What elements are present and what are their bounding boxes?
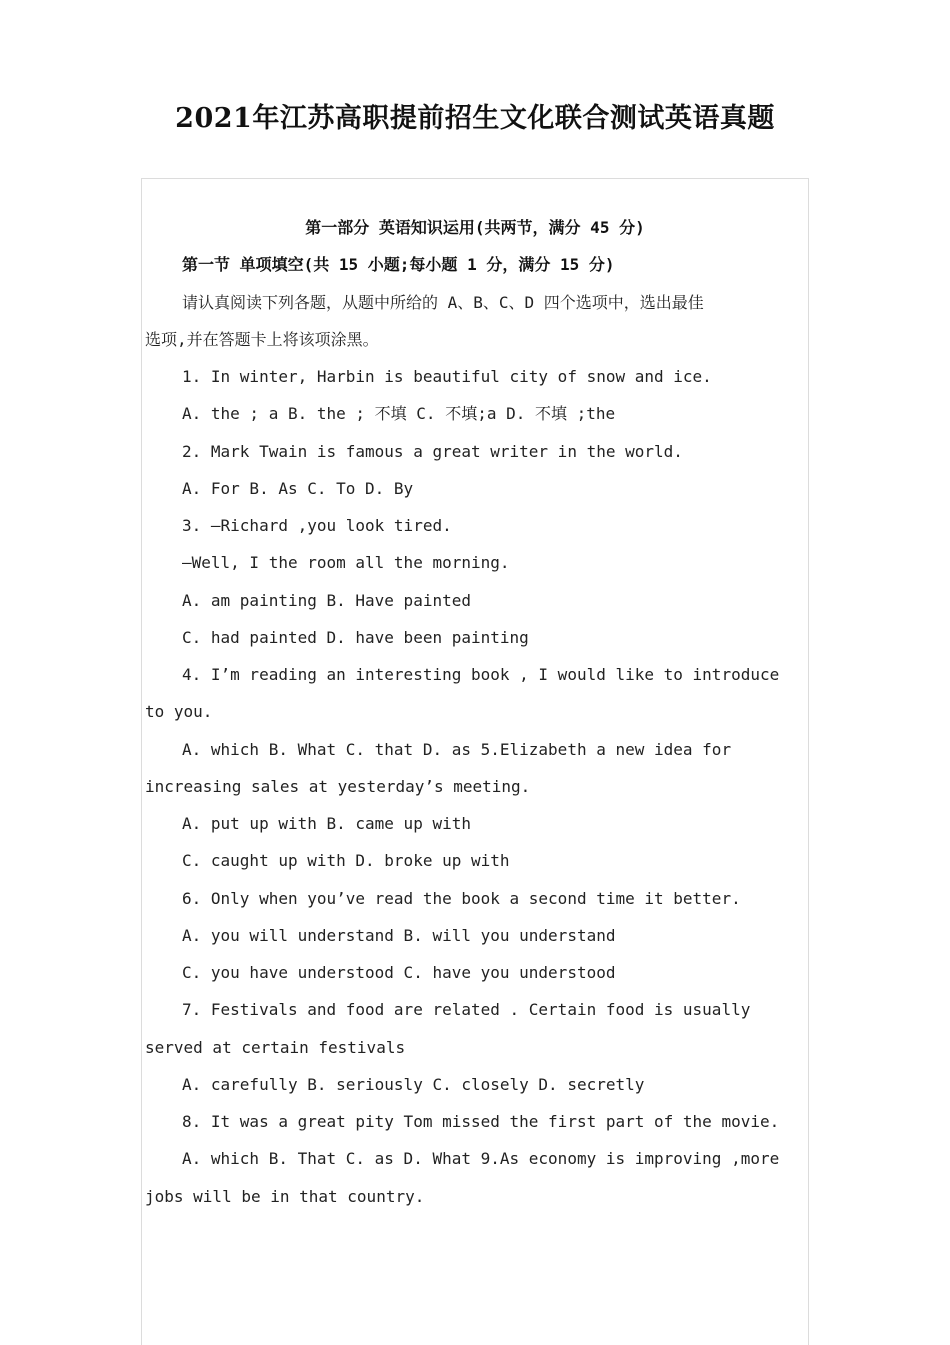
question-5-options-a: A. put up with B. came up with	[182, 814, 471, 833]
question-2-options: A. For B. As C. To D. By	[182, 479, 414, 498]
question-8: 8. It was a great pity Tom missed the first part of the movie.	[182, 1112, 780, 1131]
question-3-options-a: A. am painting B. Have painted	[182, 591, 471, 610]
question-7: 7. Festivals and food are related . Certain food is usually	[182, 1000, 751, 1019]
question-6: 6. Only when you’ve read the book a second time it better.	[182, 889, 741, 908]
question-5-options-b: C. caught up with D. broke up with	[182, 851, 510, 870]
question-3-options-b: C. had painted D. have been painting	[182, 628, 529, 647]
question-1-options: A. the ; a B. the ; 不填 C. 不填;a D. 不填 ;the	[182, 404, 616, 423]
question-6-options-b: C. you have understood C. have you understood	[182, 963, 616, 982]
question-2: 2. Mark Twain is famous a great writer in the world.	[182, 442, 683, 461]
part-heading: 第一部分 英语知识运用(共两节，满分 45 分)	[305, 218, 645, 237]
question-3: 3. —Richard ,you look tired.	[182, 516, 452, 535]
question-9-continued: jobs will be in that country.	[145, 1187, 425, 1206]
document-title: 2021年江苏高职提前招生文化联合测试英语真题	[175, 103, 775, 134]
question-4-continued: to you.	[145, 702, 213, 721]
question-1: 1. In winter, Harbin is beautiful city of snow and ice.	[182, 367, 712, 386]
question-7-options: A. carefully B. seriously C. closely D. secretly	[182, 1075, 645, 1094]
instruction-line-2: 选项,并在答题卡上将该项涂黑。	[145, 330, 379, 349]
instruction-line-1: 请认真阅读下列各题，从题中所给的 A、B、C、D 四个选项中，选出最佳	[182, 293, 704, 312]
question-4-options: A. which B. What C. that D. as 5.Elizabeth a new idea for	[182, 740, 732, 759]
question-3-reply: —Well, I the room all the morning.	[182, 553, 510, 572]
question-4: 4. I’m reading an interesting book , I would like to introduce	[182, 665, 780, 684]
question-6-options-a: A. you will understand B. will you understand	[182, 926, 616, 945]
question-8-options: A. which B. That C. as D. What 9.As economy is improving ,more	[182, 1149, 780, 1168]
question-frame	[141, 178, 809, 1345]
question-5-continued: increasing sales at yesterday’s meeting.	[145, 777, 531, 796]
question-7-continued: served at certain festivals	[145, 1038, 406, 1057]
section-heading: 第一节 单项填空(共 15 小题;每小题 1 分，满分 15 分)	[182, 255, 615, 274]
